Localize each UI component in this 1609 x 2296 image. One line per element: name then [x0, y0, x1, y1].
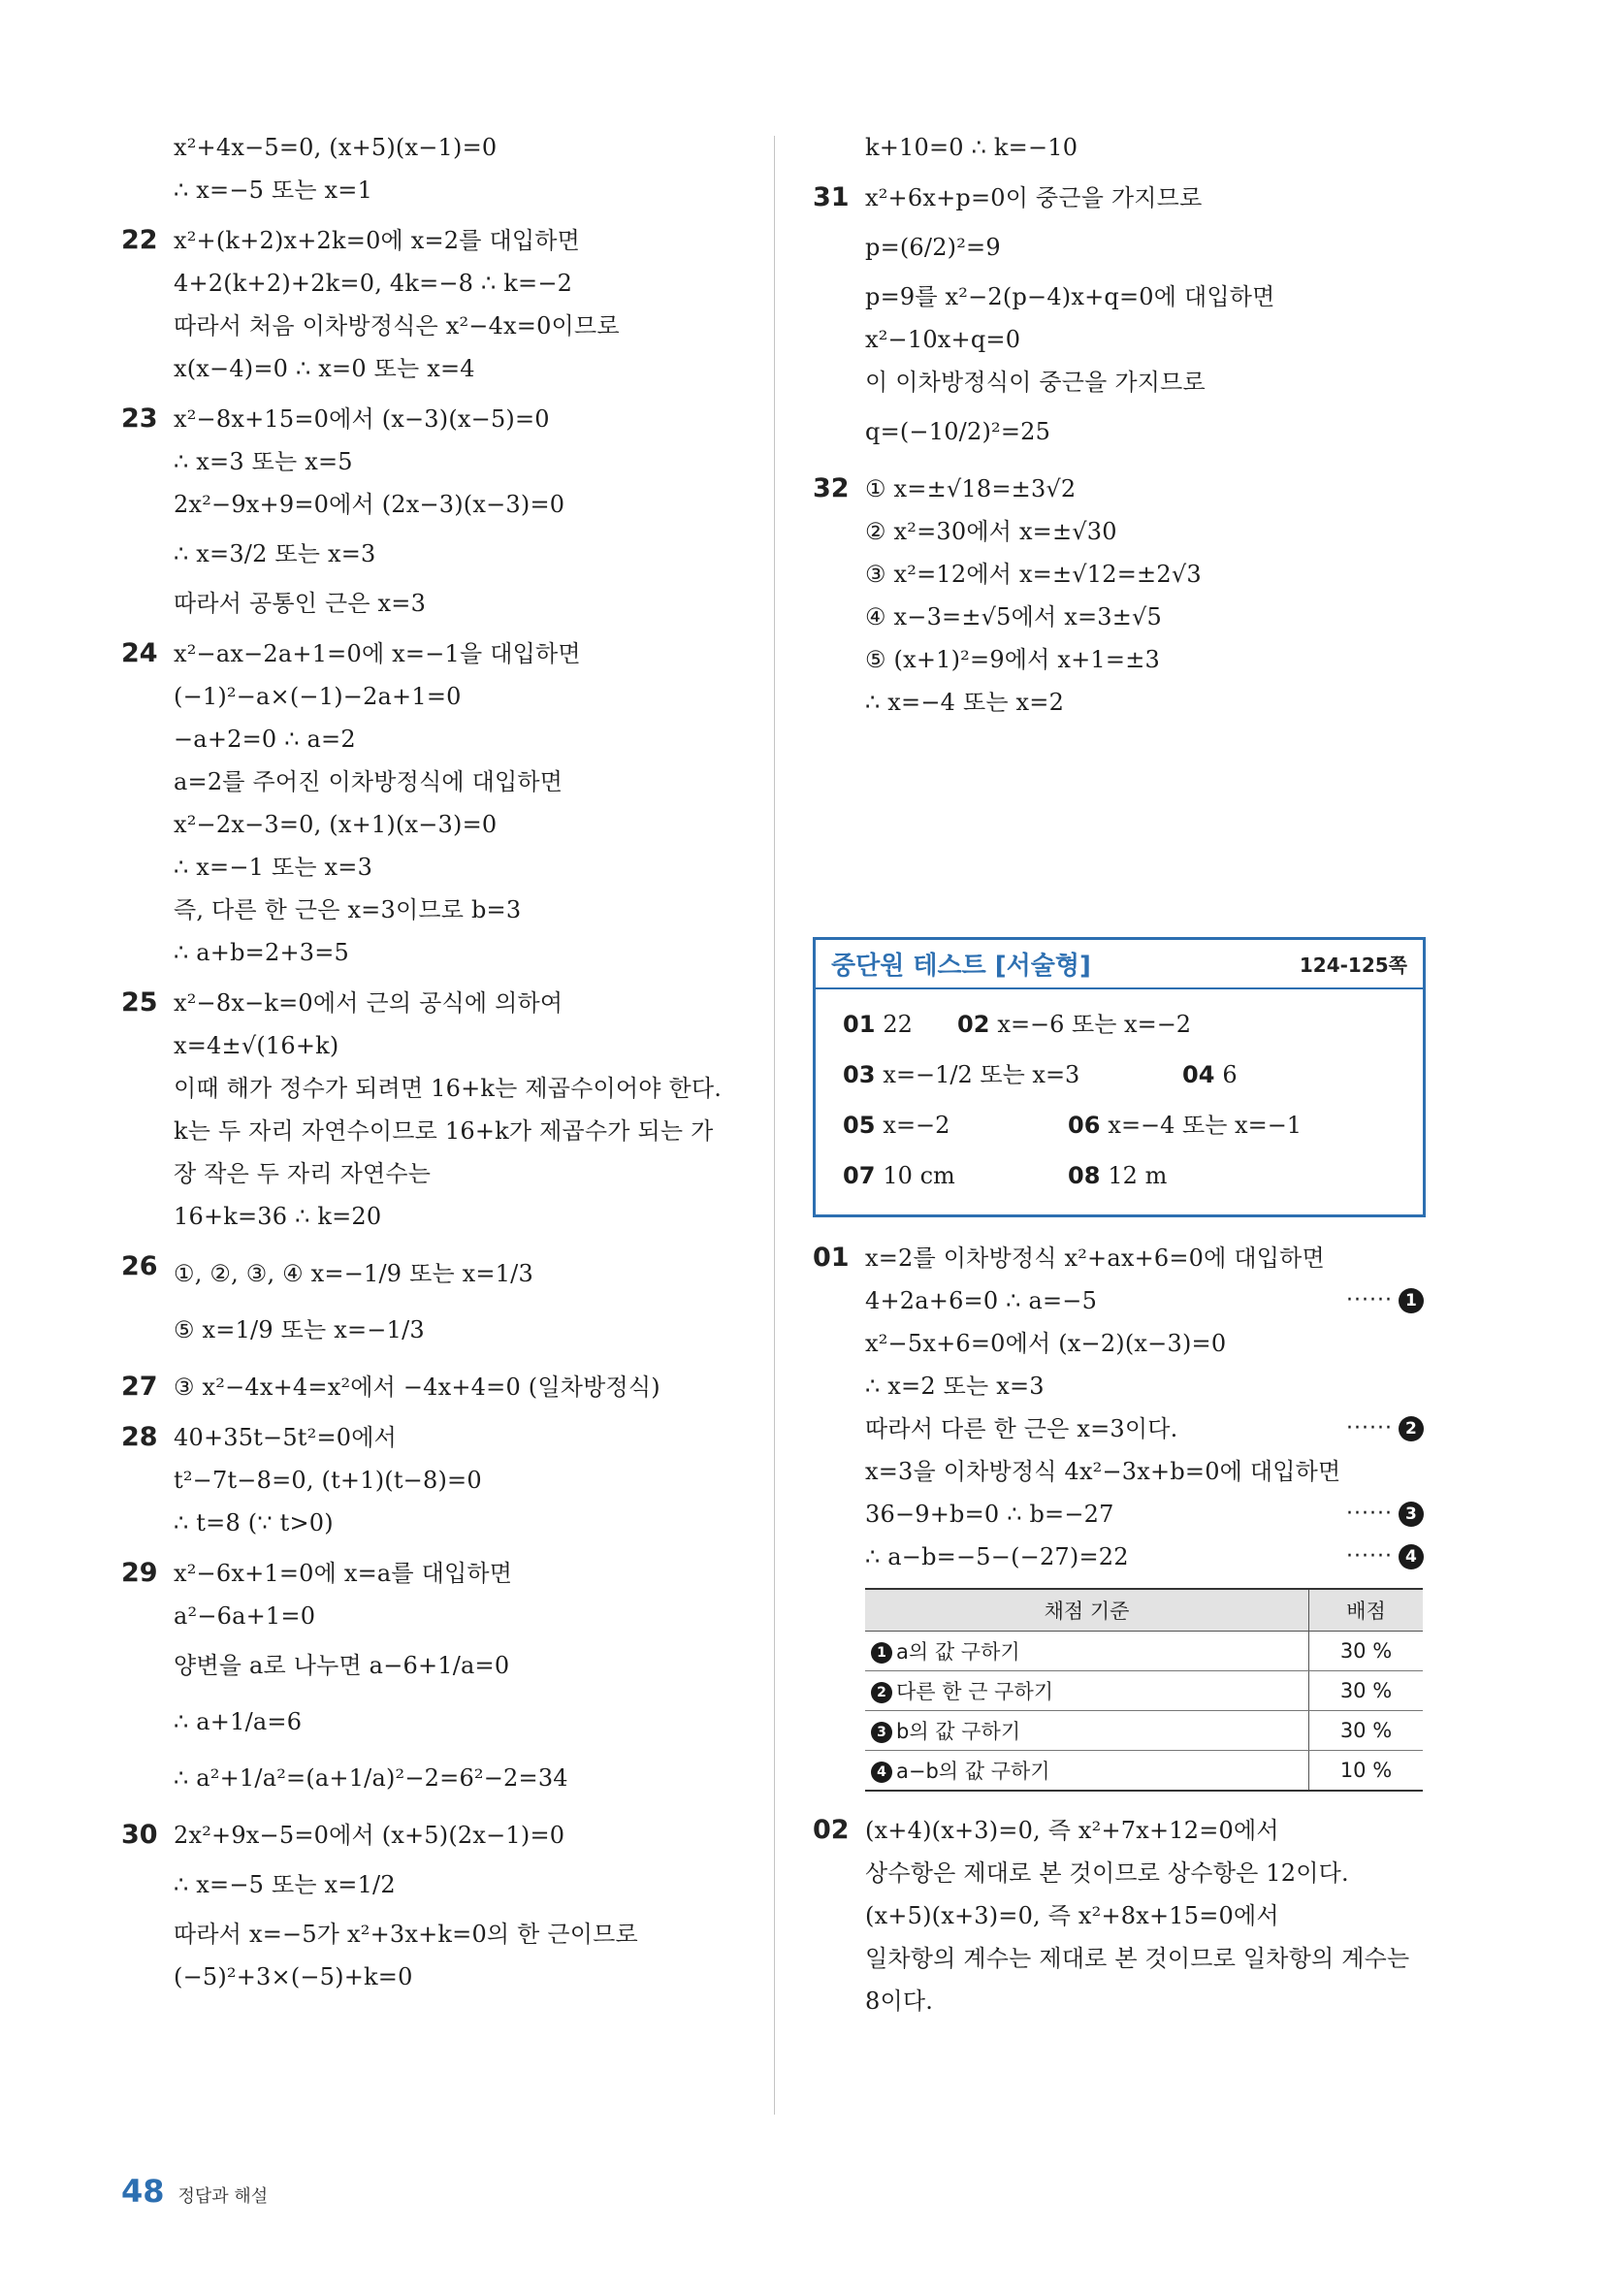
solution-line: −a+2=0 ∴ a=2	[174, 726, 356, 753]
problem-number: 02	[813, 1815, 850, 1845]
solution-line: 2x²+9x−5=0에서 (x+5)(2x−1)=0	[174, 1822, 565, 1849]
problem-number: 32	[813, 473, 850, 503]
answer-number: 03	[843, 1061, 876, 1088]
left-column	[121, 126, 742, 2006]
solution-line: 장 작은 두 자리 자연수는	[174, 1160, 432, 1187]
answer-number: 07	[843, 1162, 876, 1189]
essay-01	[813, 1237, 1424, 1792]
test-summary-box	[813, 937, 1426, 1217]
criterion-text: 다른 한 근 구하기	[896, 1680, 1054, 1703]
scoring-row	[865, 1711, 1423, 1751]
solution-text: x²−5x+6=0에서 (x−2)(x−3)=0	[865, 1330, 1227, 1357]
solution-line: 4+2(k+2)+2k=0, 4k=−8 ∴ k=−2	[174, 270, 573, 297]
criterion-text: b의 값 구하기	[896, 1720, 1021, 1743]
scoring-row	[865, 1671, 1423, 1711]
step-badge: 2	[871, 1682, 892, 1703]
solution-line: (−1)²−a×(−1)−2a+1=0	[174, 683, 462, 710]
step-4-badge: 4	[1399, 1544, 1424, 1569]
solution-line: p=9를 x²−2(p−4)x+q=0에 대입하면	[865, 283, 1275, 310]
solution-line: q=(−10/2)²=25	[865, 418, 1051, 445]
solution-line	[865, 1493, 1424, 1536]
criteria-cell	[865, 1632, 1309, 1671]
criterion-text: a의 값 구하기	[896, 1640, 1020, 1664]
problem-number: 01	[813, 1243, 850, 1273]
answer-text: x=−4 또는 x=−1	[1108, 1112, 1303, 1139]
criteria-cell	[865, 1751, 1309, 1792]
solution-line: 따라서 공통인 근은 x=3	[174, 590, 427, 617]
solution-line: x=4±√(16+k)	[174, 1032, 339, 1059]
solution-line: ⑤ (x+1)²=9에서 x+1=±3	[865, 646, 1160, 673]
solution-line: ② x²=30에서 x=±√30	[865, 518, 1117, 545]
step-2-badge: 2	[1399, 1416, 1424, 1441]
answer-text: 12 m	[1108, 1162, 1168, 1189]
solution-text: 따라서 다른 한 근은 x=3이다.	[865, 1415, 1178, 1442]
scoring-header-row	[865, 1589, 1423, 1632]
solution-line: 8이다.	[865, 1988, 934, 2015]
answer-row	[843, 999, 1405, 1050]
solution-line: 따라서 처음 이차방정식은 x²−4x=0이므로	[174, 312, 620, 340]
problem-23	[121, 398, 742, 625]
solution-text: x=2를 이차방정식 x²+ax+6=0에 대입하면	[865, 1245, 1325, 1272]
solution-line: k는 두 자리 자연수이므로 16+k가 제곱수가 되는 가	[174, 1117, 714, 1145]
problem-31	[813, 177, 1424, 460]
solution-line: a=2를 주어진 이차방정식에 대입하면	[174, 768, 563, 795]
problem-21-continued	[121, 126, 742, 211]
solution-line: ③ x²−4x+4=x²에서 −4x+4=0 (일차방정식)	[174, 1374, 660, 1401]
answer-item	[1182, 1061, 1238, 1088]
solution-line: 16+k=36 ∴ k=20	[174, 1203, 382, 1230]
problem-number: 25	[121, 987, 158, 1018]
solution-line	[865, 1322, 1424, 1365]
problem-29	[121, 1552, 742, 1806]
answer-number: 01	[843, 1011, 876, 1038]
solution-line: x²−8x+15=0에서 (x−3)(x−5)=0	[174, 405, 550, 433]
test-summary-header	[816, 940, 1423, 989]
solution-line: 즉, 다른 한 근은 x=3이므로 b=3	[174, 896, 522, 923]
answer-item	[843, 1112, 1068, 1139]
solution-line: t²−7t−8=0, (t+1)(t−8)=0	[174, 1467, 482, 1494]
solution-line: ∴ x=−1 또는 x=3	[174, 854, 373, 881]
page-number: 48	[121, 2173, 165, 2210]
solution-line	[865, 1450, 1424, 1493]
problem-number: 22	[121, 225, 158, 255]
solution-line: ①, ②, ③, ④ x=−1/9 또는 x=1/3	[174, 1260, 533, 1287]
page-footer	[121, 2173, 268, 2210]
solution-line: 상수항은 제대로 본 것이므로 상수항은 12이다.	[865, 1859, 1349, 1887]
answer-number: 02	[957, 1011, 990, 1038]
footer-label: 정답과 해설	[177, 2186, 269, 2207]
solution-line: 2x²−9x+9=0에서 (2x−3)(x−3)=0	[174, 491, 565, 518]
problem-30	[121, 1814, 742, 1998]
answer-item	[1068, 1112, 1302, 1139]
solution-line: x²+4x−5=0, (x+5)(x−1)=0	[174, 134, 498, 161]
solution-line: x²+(k+2)x+2k=0에 x=2를 대입하면	[174, 227, 581, 254]
answer-number: 05	[843, 1112, 876, 1139]
solution-line: ∴ a+1/a=6	[174, 1708, 303, 1735]
answer-number: 06	[1068, 1112, 1101, 1139]
solution-line: x²−6x+1=0에 x=a를 대입하면	[174, 1560, 513, 1587]
solution-line: 일차항의 계수는 제대로 본 것이므로 일차항의 계수는	[865, 1945, 1410, 1972]
column-divider	[774, 136, 775, 2115]
solution-line: (x+5)(x+3)=0, 즉 x²+8x+15=0에서	[865, 1902, 1279, 1929]
solution-line: ∴ x=−4 또는 x=2	[865, 689, 1065, 716]
answer-row	[843, 1150, 1405, 1201]
answer-row	[843, 1050, 1405, 1100]
answer-text: 22	[883, 1011, 913, 1038]
solution-line: x²+6x+p=0이 중근을 가지므로	[865, 184, 1203, 211]
solution-line	[865, 1365, 1424, 1407]
solution-line: ∴ x=3 또는 x=5	[174, 448, 353, 475]
solution-text: 4+2a+6=0 ∴ a=−5	[865, 1287, 1098, 1314]
criteria-cell	[865, 1711, 1309, 1751]
solution-line: k+10=0 ∴ k=−10	[865, 134, 1078, 161]
test-summary-pages: 124-125쪽	[1299, 954, 1407, 977]
problem-number: 27	[121, 1372, 158, 1402]
problem-26	[121, 1245, 742, 1358]
solution-line: 이 이차방정식이 중근을 가지므로	[865, 369, 1206, 396]
solution-line: ∴ a+b=2+3=5	[174, 939, 350, 966]
problem-28	[121, 1416, 742, 1544]
solution-line: 따라서 x=−5가 x²+3x+k=0의 한 근이므로	[174, 1921, 638, 1948]
solution-line: p=(6/2)²=9	[865, 234, 1001, 261]
scoring-table	[865, 1588, 1423, 1792]
problem-22	[121, 219, 742, 390]
scoring-row	[865, 1632, 1423, 1671]
answer-text: x=−1/2 또는 x=3	[883, 1061, 1080, 1088]
step-badge: 4	[871, 1762, 892, 1783]
solution-line: x²−8x−k=0에서 근의 공식에 의하여	[174, 989, 563, 1017]
problem-number: 31	[813, 182, 850, 212]
points-header: 배점	[1309, 1589, 1424, 1632]
solution-text: ∴ x=2 또는 x=3	[865, 1373, 1045, 1400]
answer-text: 10 cm	[883, 1162, 955, 1189]
right-column	[813, 126, 1424, 2030]
solution-line: a²−6a+1=0	[174, 1602, 316, 1630]
step-badge: 1	[871, 1642, 892, 1664]
solution-text: x=3을 이차방정식 4x²−3x+b=0에 대입하면	[865, 1458, 1341, 1485]
problem-number: 28	[121, 1422, 158, 1452]
answer-item	[843, 1061, 1182, 1088]
solution-line: ① x=±√18=±3√2	[865, 475, 1077, 502]
problem-number: 29	[121, 1558, 158, 1588]
step-marker: ······ 1	[1346, 1288, 1424, 1313]
solution-line: ∴ x=−5 또는 x=1/2	[174, 1871, 396, 1898]
essay-02	[813, 1809, 1424, 2022]
step-badge: 3	[871, 1722, 892, 1743]
answer-text: x=−6 또는 x=−2	[997, 1011, 1192, 1038]
problem-number: 26	[121, 1251, 158, 1281]
scoring-row	[865, 1751, 1423, 1792]
solution-line: 이때 해가 정수가 되려면 16+k는 제곱수이어야 한다.	[174, 1075, 723, 1102]
solution-line	[865, 1279, 1424, 1322]
problem-number: 30	[121, 1820, 158, 1850]
solution-line	[865, 1536, 1424, 1578]
solution-line: ∴ t=8 (∵ t>0)	[174, 1509, 334, 1536]
solution-line: x²−10x+q=0	[865, 326, 1021, 353]
solution-text: ∴ a−b=−5−(−27)=22	[865, 1543, 1129, 1570]
answer-text: 6	[1222, 1061, 1238, 1088]
solution-line: (x+4)(x+3)=0, 즉 x²+7x+12=0에서	[865, 1817, 1279, 1844]
criteria-cell	[865, 1671, 1309, 1711]
problem-30-continued	[813, 126, 1424, 169]
problem-32	[813, 468, 1424, 724]
answer-number: 04	[1182, 1061, 1215, 1088]
solution-line: ∴ a²+1/a²=(a+1/a)²−2=6²−2=34	[174, 1764, 568, 1792]
problem-number: 24	[121, 638, 158, 668]
points-cell: 30 %	[1309, 1711, 1424, 1751]
solution-line: ⑤ x=1/9 또는 x=−1/3	[174, 1316, 425, 1343]
points-cell: 30 %	[1309, 1671, 1424, 1711]
solution-line: x²−2x−3=0, (x+1)(x−3)=0	[174, 811, 498, 838]
problem-27	[121, 1366, 742, 1408]
criterion-text: a−b의 값 구하기	[896, 1760, 1050, 1783]
solution-line	[865, 1237, 1424, 1279]
points-cell: 10 %	[1309, 1751, 1424, 1792]
step-marker: ······ 2	[1346, 1416, 1424, 1441]
answer-text: x=−2	[883, 1112, 950, 1139]
solution-line: x²−ax−2a+1=0에 x=−1을 대입하면	[174, 640, 581, 667]
answer-item	[843, 1162, 1068, 1189]
problem-24	[121, 632, 742, 974]
solution-line: 양변을 a로 나누면 a−6+1/a=0	[174, 1652, 510, 1679]
step-3-badge: 3	[1399, 1502, 1424, 1527]
solution-line: ③ x²=12에서 x=±√12=±2√3	[865, 561, 1202, 588]
solution-line: ∴ x=−5 또는 x=1	[174, 177, 373, 204]
answer-item	[1068, 1162, 1167, 1189]
solution-line	[865, 1407, 1424, 1450]
problem-25	[121, 982, 742, 1238]
answer-number: 08	[1068, 1162, 1101, 1189]
answer-item	[957, 1011, 1191, 1038]
points-cell: 30 %	[1309, 1632, 1424, 1671]
solution-line: 40+35t−5t²=0에서	[174, 1424, 398, 1451]
test-answers	[816, 989, 1423, 1214]
criteria-header: 채점 기준	[865, 1589, 1309, 1632]
solution-text: 36−9+b=0 ∴ b=−27	[865, 1501, 1114, 1528]
step-1-badge: 1	[1399, 1288, 1424, 1313]
step-marker: ······ 4	[1346, 1544, 1424, 1569]
solution-line: (−5)²+3×(−5)+k=0	[174, 1963, 413, 1990]
answer-row	[843, 1100, 1405, 1150]
test-summary-title: 중단원 테스트 [서술형]	[831, 952, 1091, 981]
answer-item	[843, 1011, 957, 1038]
solution-line: x(x−4)=0 ∴ x=0 또는 x=4	[174, 355, 475, 382]
step-marker: ······ 3	[1346, 1502, 1424, 1527]
solution-line: ∴ x=3/2 또는 x=3	[174, 540, 376, 567]
problem-number: 23	[121, 404, 158, 434]
solution-line: ④ x−3=±√5에서 x=3±√5	[865, 603, 1163, 631]
